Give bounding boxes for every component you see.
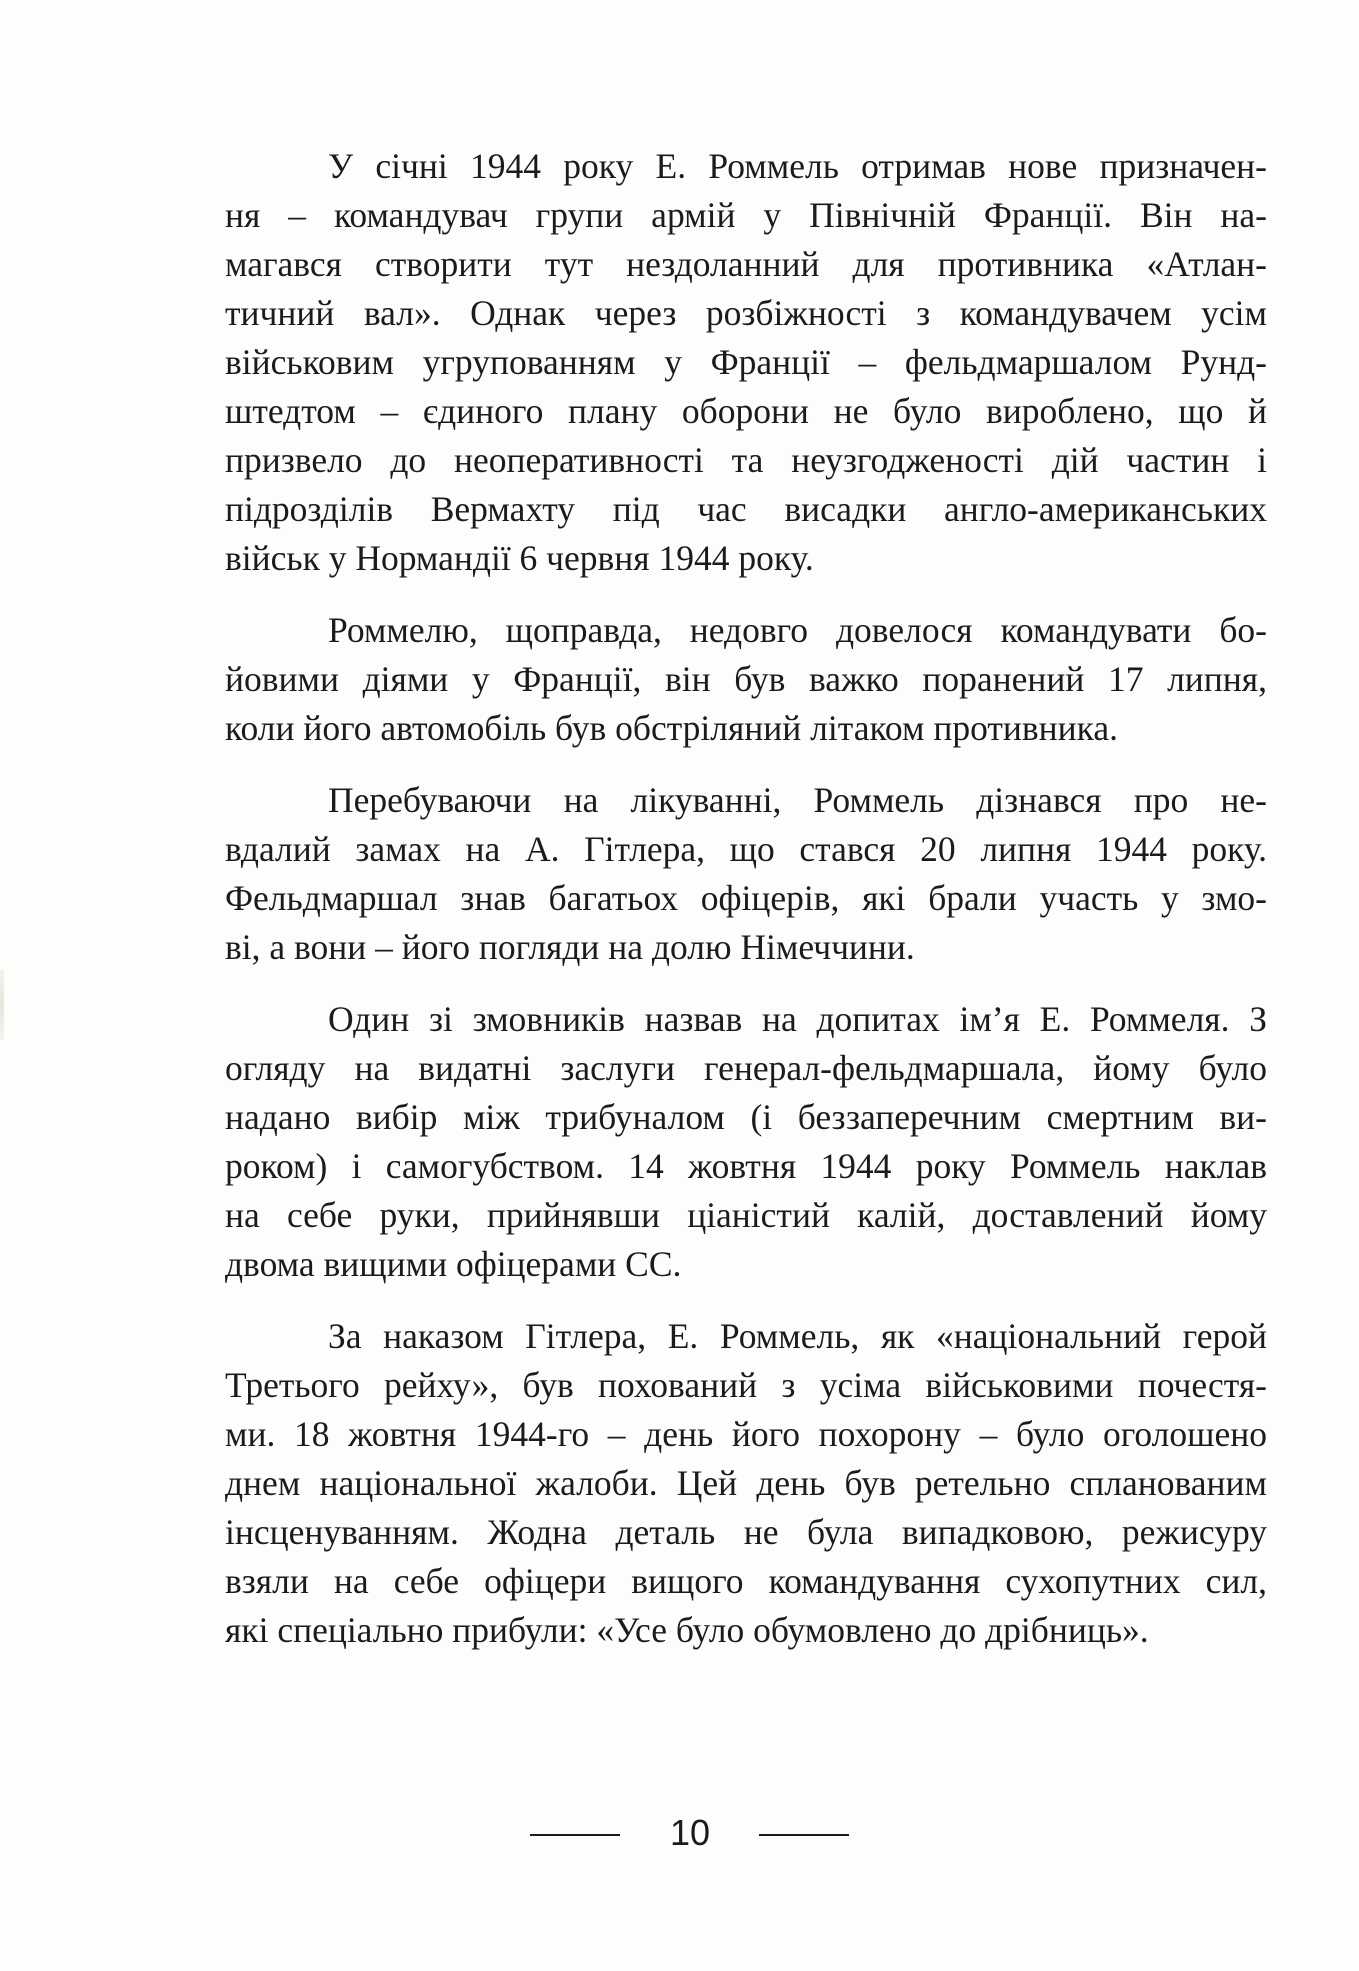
text-line: надано вибір між трибуналом (і беззаперечним смертним ви- [225, 1097, 1267, 1137]
text-line: штедтом – єдиного плану оборони не було вироблено, що й [225, 391, 1267, 431]
page-edge-shadow [0, 970, 4, 1040]
footer-rule-right [759, 1834, 849, 1836]
text-line: магався створити тут нездоланний для противника «Атлан- [225, 244, 1267, 284]
text-line: Один зі змовників назвав на допитах ім’я Е. Роммеля. З [328, 999, 1267, 1039]
text-line: які спеціально прибули: «Усе було обумовлено до дрібниць». [225, 1610, 1149, 1650]
text-line: вдалий замах на А. Гітлера, що стався 20 липня 1944 року. [225, 829, 1267, 869]
text-line: військовим угрупованням у Франції – фельдмаршалом Рунд- [225, 342, 1267, 382]
text-line: призвело до неоперативності та неузгодженості дій частин і [225, 440, 1267, 480]
paragraph-5 [122, 1312, 1267, 1655]
text-line: на себе руки, прийнявши ціаністий калій, доставлений йому [225, 1195, 1267, 1235]
footer-rule-left [530, 1834, 620, 1836]
text-line: днем національної жалоби. Цей день був ретельно спланованим [225, 1463, 1267, 1503]
paragraph-2 [122, 606, 1267, 753]
text-line: підрозділів Вермахту під час висадки англо-американських [225, 489, 1267, 529]
paragraph-3 [122, 776, 1267, 972]
text-line: У січні 1944 року Е. Роммель отримав нове призначен- [328, 146, 1267, 186]
text-line: двома вищими офіцерами СС. [225, 1244, 682, 1284]
text-line: ві, а вони – його погляди на долю Німеччини. [225, 927, 915, 967]
text-line: тичний вал». Однак через розбіжності з командувачем усім [225, 293, 1267, 333]
text-line: військ у Нормандії 6 червня 1944 року. [225, 538, 814, 578]
text-line: йовими діями у Франції, він був важко поранений 17 липня, [225, 659, 1267, 699]
text-line: взяли на себе офіцери вищого командування сухопутних сил, [225, 1561, 1267, 1601]
text-line: Роммелю, щоправда, недовго довелося командувати бо- [328, 610, 1267, 650]
paragraph-4 [122, 995, 1267, 1289]
text-line: За наказом Гітлера, Е. Роммель, як «національний герой [328, 1316, 1267, 1356]
text-line: ня – командувач групи армій у Північній Франції. Він на- [225, 195, 1267, 235]
text-line: ми. 18 жовтня 1944-го – день його похорону – було оголошено [225, 1414, 1267, 1454]
body-text [122, 142, 1267, 1678]
text-line: коли його автомобіль був обстріляний літаком противника. [225, 708, 1118, 748]
text-line: Третього рейху», був похований з усіма військовими почестя- [225, 1365, 1267, 1405]
page-number: 10 [669, 1812, 711, 1853]
paragraph-1 [122, 142, 1267, 583]
text-line: Перебуваючи на лікуванні, Роммель дізнався про не- [328, 780, 1267, 820]
text-line: роком) і самогубством. 14 жовтня 1944 року Роммель наклав [225, 1146, 1267, 1186]
page-footer [0, 1808, 1359, 1858]
text-line: огляду на видатні заслуги генерал-фельдмаршала, йому було [225, 1048, 1267, 1088]
text-line: інсценуванням. Жодна деталь не була випадковою, режисуру [225, 1512, 1267, 1552]
text-line: Фельдмаршал знав багатьох офіцерів, які брали участь у змо- [225, 878, 1267, 918]
